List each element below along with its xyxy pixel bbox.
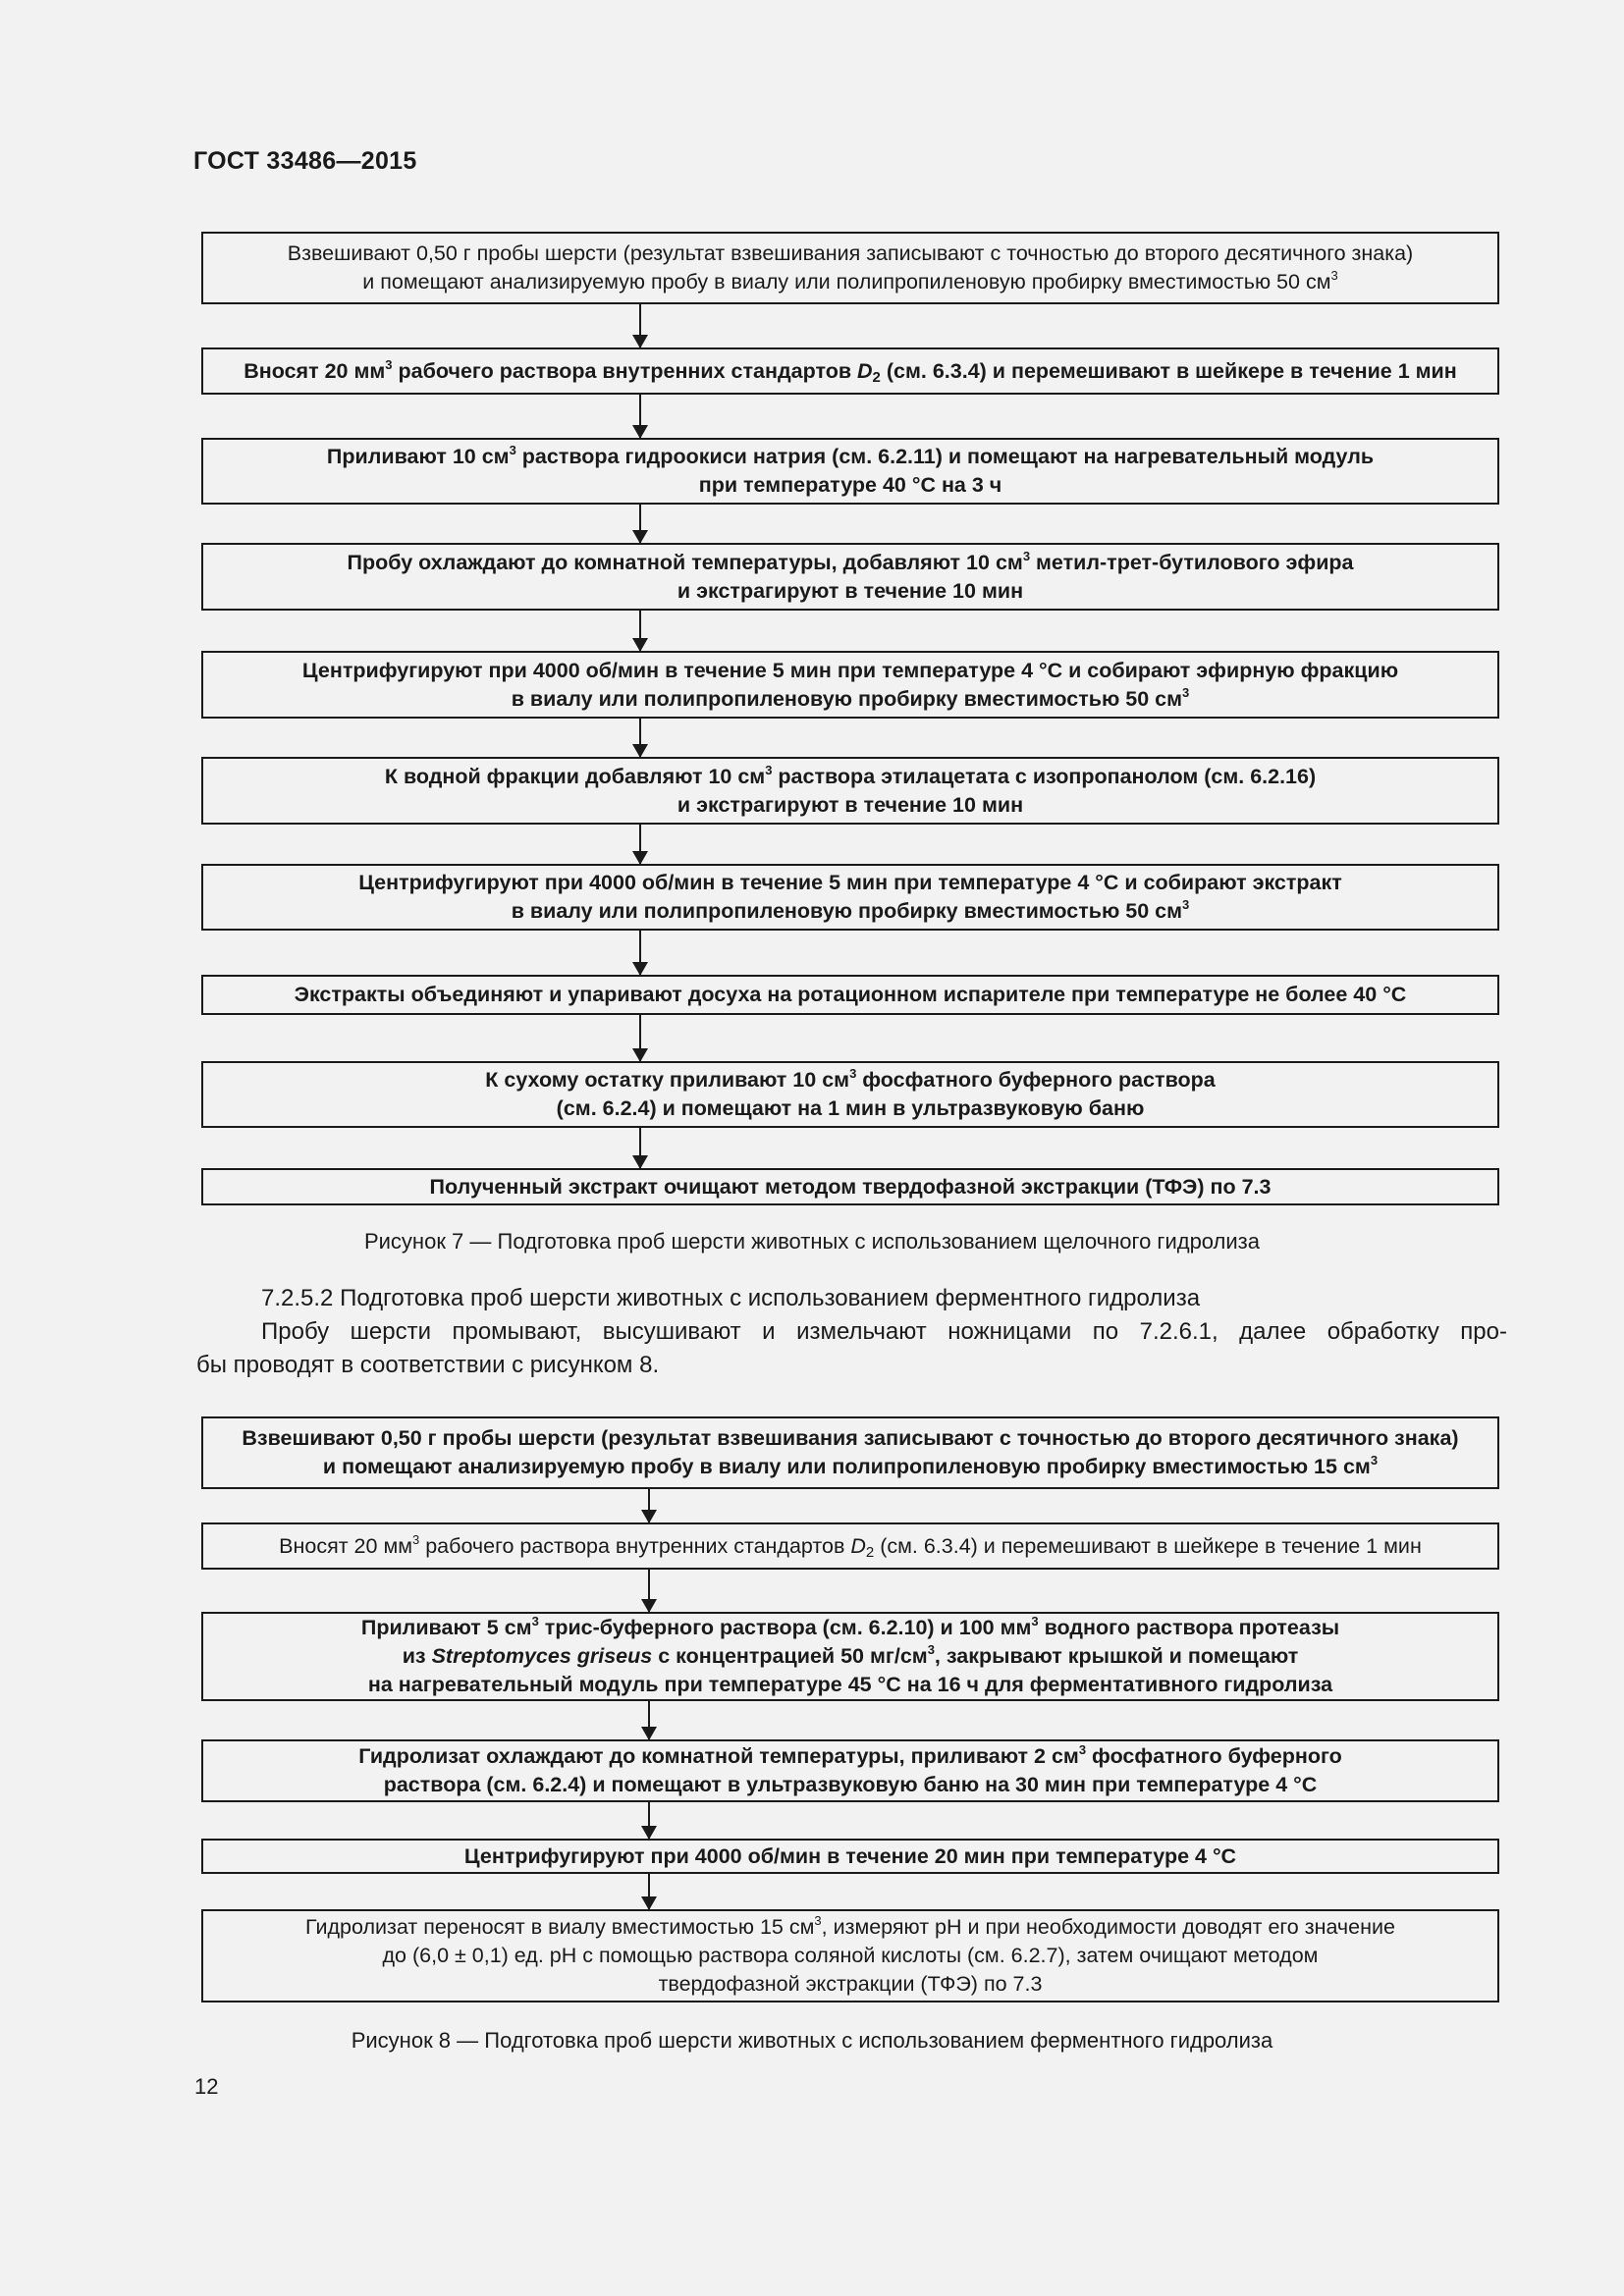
step-text bbox=[327, 443, 1374, 500]
subscript: 2 bbox=[865, 1543, 875, 1561]
fig8-step-1-box bbox=[201, 1416, 1499, 1489]
fig7-step-4-box bbox=[201, 543, 1499, 611]
step-line bbox=[485, 1066, 1215, 1095]
superscript: 3 bbox=[927, 1642, 935, 1657]
text-run: Гидролизат переносят в виалу вместимостью 15 см bbox=[305, 1915, 815, 1939]
paragraph-line-1-text: Пробу шерсти промывают, высушивают и измельчают ножницами по 7.2.6.1, далее обработку про- bbox=[261, 1318, 1507, 1345]
step-line bbox=[358, 869, 1342, 897]
superscript: 3 bbox=[1182, 897, 1190, 912]
superscript: 3 bbox=[509, 443, 516, 457]
fig7-step-9-box bbox=[201, 1061, 1499, 1128]
text-run: трис-буферного раствора (см. 6.2.10) и 100 мм bbox=[538, 1616, 1032, 1639]
superscript: 3 bbox=[1330, 268, 1338, 283]
step-line bbox=[385, 763, 1316, 791]
text-run: (см. 6.2.4) и помещают на 1 мин в ультразвуковую баню bbox=[556, 1096, 1145, 1120]
step-text bbox=[385, 763, 1316, 820]
fig7-step-5-box bbox=[201, 651, 1499, 719]
superscript: 3 bbox=[814, 1913, 822, 1928]
text-run: метил-трет-бутилового эфира bbox=[1030, 550, 1354, 574]
step-text bbox=[361, 1614, 1339, 1699]
step-line bbox=[358, 1771, 1342, 1799]
step-line bbox=[244, 357, 1457, 386]
fig7-step-10-box bbox=[201, 1168, 1499, 1205]
text-run: (см. 6.3.4) и перемешивают в шейкере в течение 1 мин bbox=[880, 358, 1457, 383]
text-run: Пробу охлаждают до комнатной температуры, добавляют 10 см bbox=[347, 550, 1023, 574]
fig8-step-5-box bbox=[201, 1839, 1499, 1874]
step-line bbox=[327, 471, 1374, 500]
text-run: Центрифугируют при 4000 об/мин в течение 5 мин при температуре 4 °С и собирают экстракт bbox=[358, 871, 1342, 894]
text-run: Приливают 5 см bbox=[360, 1616, 532, 1639]
text-run: при температуре 40 °С на 3 ч bbox=[698, 473, 1002, 497]
italic-text: D bbox=[850, 1533, 866, 1558]
fig8-step-2-box bbox=[201, 1522, 1499, 1570]
step-text bbox=[288, 240, 1413, 296]
fig8-arrow-5 bbox=[648, 1874, 650, 1909]
fig8-arrow-1 bbox=[648, 1489, 650, 1522]
fig8-step-3-box bbox=[201, 1612, 1499, 1701]
text-run: Гидролизат охлаждают до комнатной температуры, приливают 2 см bbox=[358, 1744, 1079, 1768]
fig8-arrow-4 bbox=[648, 1802, 650, 1839]
fig7-arrow-7 bbox=[639, 931, 641, 975]
superscript: 3 bbox=[849, 1066, 857, 1081]
text-run: (см. 6.3.4) и перемешивают в шейкере в течение 1 мин bbox=[874, 1533, 1422, 1558]
fig7-step-1-box bbox=[201, 232, 1499, 304]
text-run: Взвешивают 0,50 г пробы шерсти (результат взвешивания записывают с точностью до второго десятичного знака) bbox=[242, 1426, 1459, 1450]
superscript: 3 bbox=[385, 356, 393, 372]
document-header: ГОСТ 33486—2015 bbox=[193, 147, 417, 175]
step-text bbox=[244, 357, 1457, 386]
text-run: и экстрагируют в течение 10 мин bbox=[677, 578, 1024, 603]
text-run: Приливают 10 см bbox=[326, 445, 510, 468]
fig7-arrow-8 bbox=[639, 1015, 641, 1061]
fig7-step-3-box bbox=[201, 438, 1499, 505]
text-run: водного раствора протеазы bbox=[1038, 1616, 1340, 1639]
text-run: в виалу или полипропиленовую пробирку вместимостью 50 см bbox=[511, 899, 1183, 923]
text-run: Центрифугируют при 4000 об/мин в течение 5 мин при температуре 4 °С и собирают эфирную фракцию bbox=[301, 658, 1399, 682]
fig7-step-7-box bbox=[201, 864, 1499, 931]
fig7-arrow-6 bbox=[639, 825, 641, 864]
step-line bbox=[302, 657, 1398, 685]
figure-7-caption: Рисунок 7 — Подготовка проб шерсти животных с использованием щелочного гидролиза bbox=[363, 1229, 1261, 1254]
text-run: раствора (см. 6.2.4) и помещают в ультразвуковую баню на 30 мин при температуре 4 °С bbox=[383, 1773, 1318, 1796]
paragraph-line-2: бы проводят в соответствии с рисунком 8. bbox=[196, 1352, 660, 1378]
fig7-arrow-1 bbox=[639, 304, 641, 347]
section-heading-text: 7.2.5.2 Подготовка проб шерсти животных с использованием ферментного гидролиза bbox=[261, 1285, 1201, 1311]
figure-8-caption: Рисунок 8 — Подготовка проб шерсти животных с использованием ферментного гидролиза bbox=[351, 2028, 1273, 2053]
step-line bbox=[295, 981, 1407, 1009]
subscript: 2 bbox=[872, 368, 881, 386]
step-line bbox=[464, 1842, 1236, 1871]
text-run: фосфатного буферного раствора bbox=[856, 1068, 1216, 1092]
superscript: 3 bbox=[412, 1531, 420, 1547]
step-line bbox=[288, 240, 1413, 268]
step-line bbox=[358, 1742, 1342, 1771]
fig7-arrow-4 bbox=[639, 611, 641, 651]
italic-text: D bbox=[857, 358, 873, 383]
text-run: твердофазной экстракции (ТФЭ) по 7.3 bbox=[658, 1972, 1043, 1996]
fig7-arrow-2 bbox=[639, 395, 641, 438]
page-number: 12 bbox=[194, 2074, 219, 2099]
step-line bbox=[242, 1453, 1458, 1481]
text-run: К сухому остатку приливают 10 см bbox=[485, 1068, 850, 1092]
step-line bbox=[485, 1095, 1215, 1123]
step-line bbox=[361, 1614, 1339, 1642]
superscript: 3 bbox=[1182, 684, 1190, 700]
superscript: 3 bbox=[1078, 1742, 1087, 1757]
section-heading bbox=[196, 1282, 1507, 1315]
superscript: 3 bbox=[531, 1614, 539, 1629]
step-line bbox=[279, 1532, 1422, 1561]
text-run: Вносят 20 мм bbox=[279, 1533, 413, 1558]
step-text bbox=[279, 1532, 1422, 1561]
text-run: Вносят 20 мм bbox=[244, 358, 386, 383]
step-text bbox=[295, 981, 1407, 1009]
step-line bbox=[430, 1173, 1272, 1201]
text-run: до (6,0 ± 0,1) ед. рН с помощью раствора соляной кислоты (см. 6.2.7), затем очищают методом bbox=[382, 1944, 1319, 1967]
step-line bbox=[361, 1671, 1339, 1699]
text-run: рабочего раствора внутренних стандартов bbox=[392, 358, 858, 383]
fig7-arrow-9 bbox=[639, 1128, 641, 1168]
text-run: Экстракты объединяют и упаривают досуха на ротационном испарителе при температуре не более 40 °С bbox=[294, 983, 1407, 1006]
fig7-arrow-3 bbox=[639, 505, 641, 543]
text-run: с концентрацией 50 мг/см bbox=[652, 1644, 928, 1668]
text-run: К водной фракции добавляют 10 см bbox=[384, 764, 766, 788]
superscript: 3 bbox=[765, 762, 773, 777]
step-line bbox=[305, 1913, 1395, 1942]
superscript: 3 bbox=[1031, 1614, 1039, 1629]
step-text bbox=[485, 1066, 1215, 1123]
step-line bbox=[385, 791, 1316, 820]
fig7-step-8-box bbox=[201, 975, 1499, 1015]
paragraph-line-1 bbox=[196, 1315, 1507, 1349]
text-run: раствора гидроокиси натрия (см. 6.2.11) и помещают на нагревательный модуль bbox=[515, 445, 1375, 468]
step-line bbox=[288, 268, 1413, 296]
text-run: на нагревательный модуль при температуре 45 °С на 16 ч для ферментативного гидролиза bbox=[367, 1673, 1333, 1696]
fig7-step-6-box bbox=[201, 757, 1499, 825]
step-text bbox=[358, 869, 1342, 926]
step-text bbox=[305, 1913, 1395, 1999]
fig7-arrow-5 bbox=[639, 719, 641, 757]
text-run: рабочего раствора внутренних стандартов bbox=[419, 1533, 851, 1558]
italic-text: Streptomyces griseus bbox=[431, 1644, 653, 1668]
text-run: из bbox=[402, 1644, 432, 1668]
text-run: в виалу или полипропиленовую пробирку вместимостью 50 см bbox=[511, 686, 1183, 711]
step-line bbox=[358, 897, 1342, 926]
text-run: и помещают анализируемую пробу в виалу или полипропиленовую пробирку вместимостью 50 см bbox=[362, 270, 1331, 294]
fig8-arrow-3 bbox=[648, 1701, 650, 1739]
step-text bbox=[358, 1742, 1342, 1799]
step-line bbox=[305, 1942, 1395, 1970]
text-run: , измеряют рН и при необходимости доводят его значение bbox=[821, 1915, 1395, 1939]
step-line bbox=[305, 1970, 1395, 1999]
text-run: , закрывают крышкой и помещают bbox=[934, 1644, 1299, 1668]
step-line bbox=[361, 1642, 1339, 1671]
fig7-step-2-box bbox=[201, 347, 1499, 395]
section-paragraph bbox=[196, 1315, 1507, 1382]
step-line bbox=[302, 685, 1398, 714]
step-text bbox=[464, 1842, 1236, 1871]
superscript: 3 bbox=[1370, 1453, 1379, 1468]
superscript: 3 bbox=[1022, 548, 1031, 563]
text-run: Полученный экстракт очищают методом твердофазной экстракции (ТФЭ) по 7.3 bbox=[429, 1174, 1272, 1199]
text-run: и экстрагируют в течение 10 мин bbox=[677, 792, 1024, 817]
step-line bbox=[242, 1424, 1458, 1453]
text-run: и помещают анализируемую пробу в виалу или полипропиленовую пробирку вместимостью 15 см bbox=[322, 1455, 1371, 1478]
step-text bbox=[347, 549, 1353, 606]
text-run: фосфатного буферного bbox=[1086, 1744, 1342, 1768]
text-run: раствора этилацетата с изопропанолом (см. 6.2.16) bbox=[772, 764, 1317, 788]
text-run: Центрифугируют при 4000 об/мин в течение 20 мин при температуре 4 °С bbox=[463, 1843, 1237, 1868]
fig8-step-6-box bbox=[201, 1909, 1499, 2002]
step-text bbox=[302, 657, 1398, 714]
text-run: Взвешивают 0,50 г пробы шерсти (результат взвешивания записывают с точностью до второго десятичного знака) bbox=[287, 241, 1414, 265]
step-line bbox=[327, 443, 1374, 471]
fig8-arrow-2 bbox=[648, 1570, 650, 1612]
fig8-step-4-box bbox=[201, 1739, 1499, 1802]
step-text bbox=[242, 1424, 1458, 1481]
step-line bbox=[347, 549, 1353, 577]
step-text bbox=[430, 1173, 1272, 1201]
step-line bbox=[347, 577, 1353, 606]
